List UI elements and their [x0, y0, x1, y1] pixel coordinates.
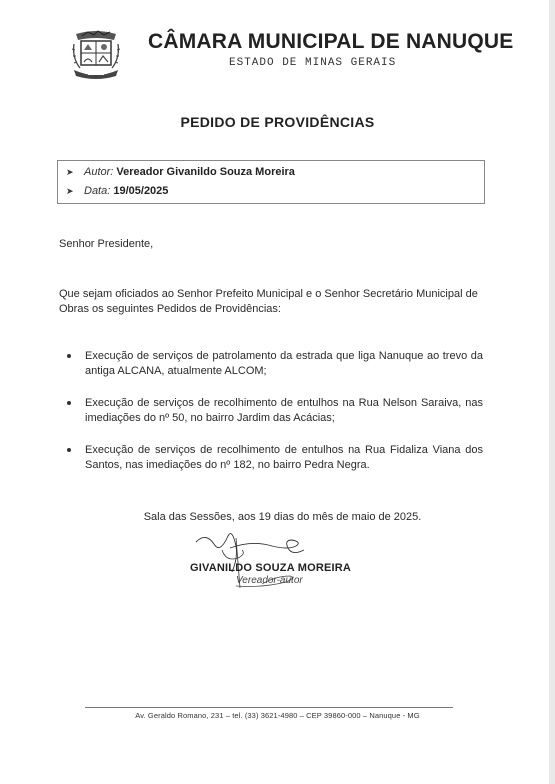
author-label: Autor: — [84, 166, 114, 178]
date-row — [66, 185, 168, 197]
footer-address: Av. Geraldo Romano, 231 – tel. (33) 3621-4980 – CEP 39860-000 – Nanuque - MG — [135, 711, 420, 720]
date-value: 19/05/2025 — [113, 185, 169, 197]
footer-divider — [85, 707, 453, 708]
institution-subtitle: ESTADO DE MINAS GERAIS — [229, 57, 397, 69]
signer-name: GIVANILDO SOUZA MOREIRA — [190, 562, 352, 574]
request-item: Execução de serviços de patrolamento da estrada que liga Nanuque ao trevo da antiga ALCANA, atualmente ALCOM; — [85, 350, 483, 377]
bullet-dot — [67, 354, 71, 358]
institution-title: CÂMARA MUNICIPAL DE NANUQUE — [148, 30, 514, 53]
intro-paragraph: Que sejam oficiados ao Senhor Prefeito Municipal e o Senhor Secretário Municipal de Obras os seguintes Pedidos de Providências: — [59, 288, 478, 315]
salutation: Senhor Presidente, — [59, 238, 154, 250]
author-row — [66, 166, 295, 178]
document-info-box — [57, 160, 485, 204]
author-value: Vereador Givanildo Souza Moreira — [116, 166, 295, 178]
bullet-dot — [67, 401, 71, 405]
signer-role: Vereador-autor — [236, 575, 303, 586]
request-item: Execução de serviços de recolhimento de entulhos na Rua Nelson Saraiva, nas imediações do nº 50, no bairro Jardim das Acácias; — [85, 397, 483, 424]
arrow-right-icon: ➤ — [66, 186, 74, 196]
page-edge-shadow — [549, 0, 555, 784]
document-title: PEDIDO DE PROVIDÊNCIAS — [180, 114, 375, 130]
municipal-crest-logo — [68, 28, 124, 82]
date-label: Data: — [84, 185, 111, 197]
arrow-right-icon: ➤ — [66, 167, 74, 177]
bullet-dot — [67, 448, 71, 452]
request-item: Execução de serviços de recolhimento de entulhos na Rua Fidaliza Viana dos Santos, nas imediações do nº 182, no bairro Pedra Negra. — [85, 444, 483, 471]
closing-line: Sala das Sessões, aos 19 dias do mês de maio de 2025. — [143, 511, 422, 523]
